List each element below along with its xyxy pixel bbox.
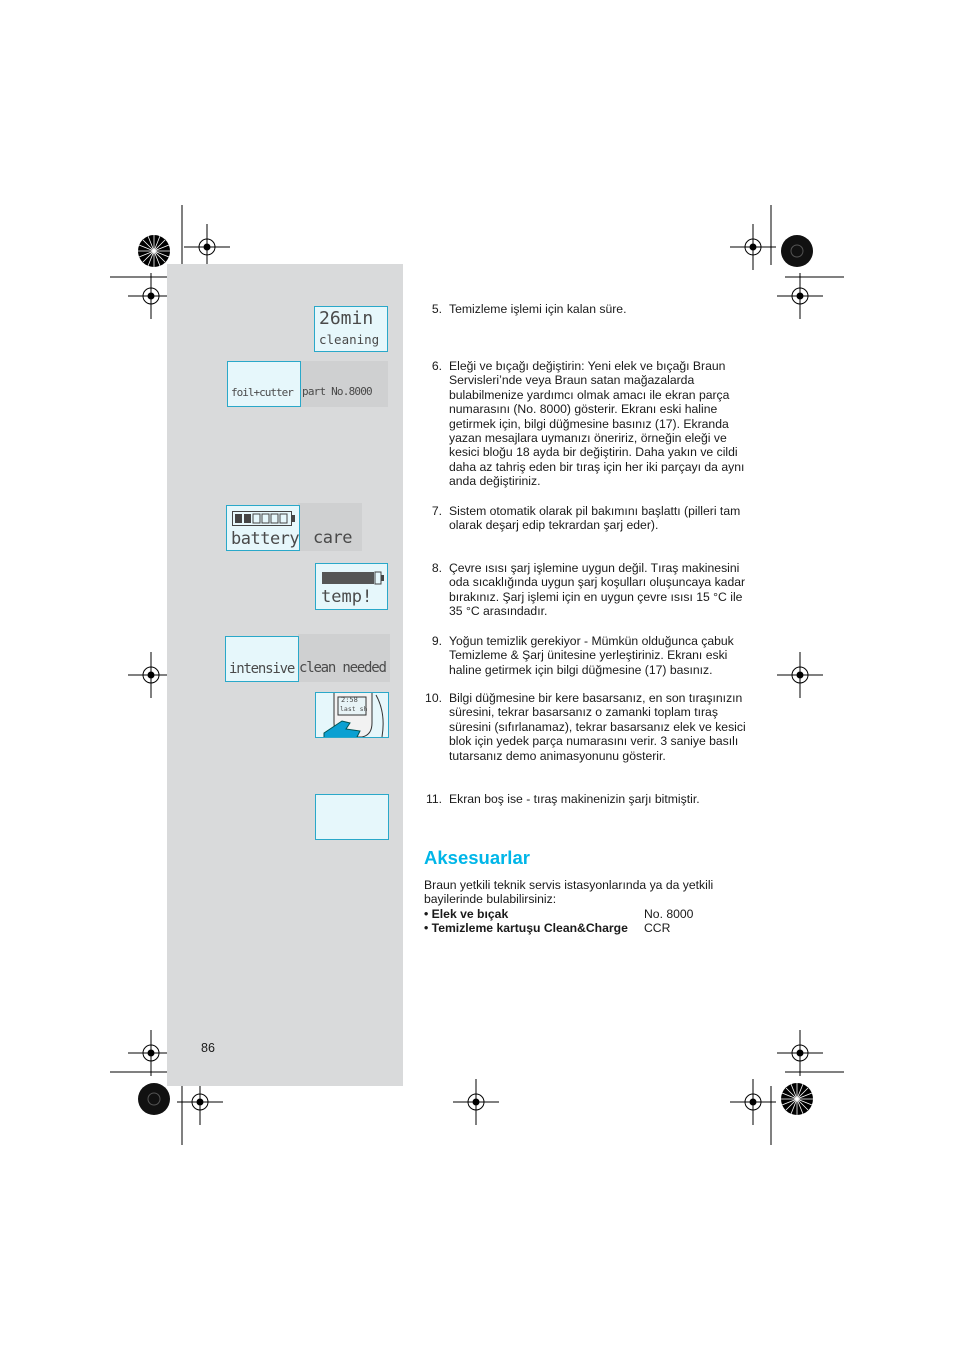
lcd-text-small-time: 2:58	[341, 696, 358, 704]
accessory-row	[424, 907, 508, 921]
lcd-display-intensive	[225, 636, 299, 682]
registration-target-icon	[453, 1079, 499, 1125]
lcd-overflow-area	[300, 361, 388, 407]
lcd-text-status: cleaning	[319, 332, 380, 347]
page-number: 86	[201, 1041, 215, 1055]
item-text: Temizleme işlemi için kalan süre.	[449, 302, 627, 316]
starburst-target-icon	[780, 1082, 814, 1116]
registration-target-icon	[777, 1030, 823, 1076]
item-number: 11.	[425, 792, 442, 806]
lcd-text-battery: battery	[231, 529, 300, 549]
registration-target-icon	[777, 652, 823, 698]
starburst-target-icon	[780, 234, 814, 268]
lcd-text-time: 26min	[319, 308, 374, 329]
item-number: 9.	[431, 634, 442, 648]
starburst-target-icon	[137, 1082, 171, 1116]
lcd-text-intensive: intensive	[229, 661, 295, 677]
item-number: 5.	[431, 302, 442, 316]
item-number: 6.	[431, 359, 442, 373]
lcd-text-part-number: part No.8000	[302, 385, 372, 398]
lcd-display-foil-cutter	[227, 361, 301, 407]
lcd-text-clean-needed: clean needed	[299, 660, 386, 676]
accessory-code: CCR	[644, 921, 671, 935]
shaver-button-illustration	[315, 692, 389, 738]
item-text: Eleği ve bıçağı değiştirin: Yeni elek ve bıçağı Braun Servisleri’nde veya Braun satan mağazalarda bulabilmenize yardımcı olmak amacı ile ekran parça numarasını (No. 8000) gösterir. Ekranı eski haline getirmek için, bilgi düğmesine basınız (17). Ekranda yazan mesajlara uymanızı öneririz, örneğin eleği ve kesici bloğu 18 ayda bir değiştirin. Daha yakın ve cildi daha az tahriş eden bir tıraş için her iki parçayı da aynı anda değiştiriniz.	[449, 359, 745, 489]
item-text: Yoğun temizlik gerekiyor - Mümkün olduğunca çabuk Temizleme & Şarj ünitesine yerleştiriniz. Ekranı eski haline getirmek için bilgi düğmesine (17) basınız.	[449, 634, 734, 677]
item-number: 10.	[425, 691, 442, 705]
lcd-text-care: care	[313, 528, 352, 548]
lcd-display-battery-care	[226, 505, 300, 551]
lcd-text-part: foil+cutter	[231, 386, 293, 399]
lcd-display-cleaning	[314, 306, 388, 352]
lcd-text-small-label: last sh	[340, 705, 368, 713]
lcd-display-temp	[315, 563, 388, 610]
accessory-name: • Elek ve bıçak	[424, 907, 509, 921]
battery-level-icon	[232, 511, 296, 527]
item-text: Sistem otomatik olarak pil bakımını başlattı (pilleri tam olarak deşarj edip tekrardan şarj eder).	[449, 504, 741, 533]
registration-target-icon	[777, 273, 823, 319]
starburst-target-icon	[137, 234, 171, 268]
section-intro: Braun yetkili teknik servis istasyonlarında ya da yetkili bayilerinde bulabilirsiniz:	[424, 878, 714, 907]
item-text: Ekran boş ise - tıraş makinenizin şarjı bitmiştir.	[449, 792, 700, 806]
accessory-name: • Temizleme kartuşu Clean&Charge	[424, 921, 628, 935]
item-number: 8.	[431, 561, 442, 575]
accessory-row	[424, 921, 628, 935]
section-heading: Aksesuarlar	[424, 847, 530, 868]
battery-full-icon	[322, 570, 384, 586]
item-text: Çevre ısısı şarj işlemine uygun değil. Tıraş makinesini oda sıcaklığında uygun şarj koşulları oluşuncaya kadar bırakınız. Şarj işlemi için en uygun çevre ısısı 15 °C ile 35 °C arasındadır.	[449, 561, 746, 619]
lcd-text-temp: temp!	[321, 587, 373, 607]
lcd-display-empty	[315, 794, 389, 840]
registration-target-icon	[730, 1079, 776, 1125]
item-text: Bilgi düğmesine bir kere basarsanız, en son tıraşınızın süresini, tekrar basarsanız o zamanki toplam tıraş süresini (sıfırlanamaz), tekrar basarsanız elek ve kesici blok için yedek parça numarasını verir. 3 saniye basılı tutarsanız demo animasyonunu gösterir.	[449, 691, 746, 763]
item-number: 7.	[431, 504, 442, 518]
accessory-code: No. 8000	[644, 907, 694, 921]
registration-target-icon	[730, 224, 776, 270]
